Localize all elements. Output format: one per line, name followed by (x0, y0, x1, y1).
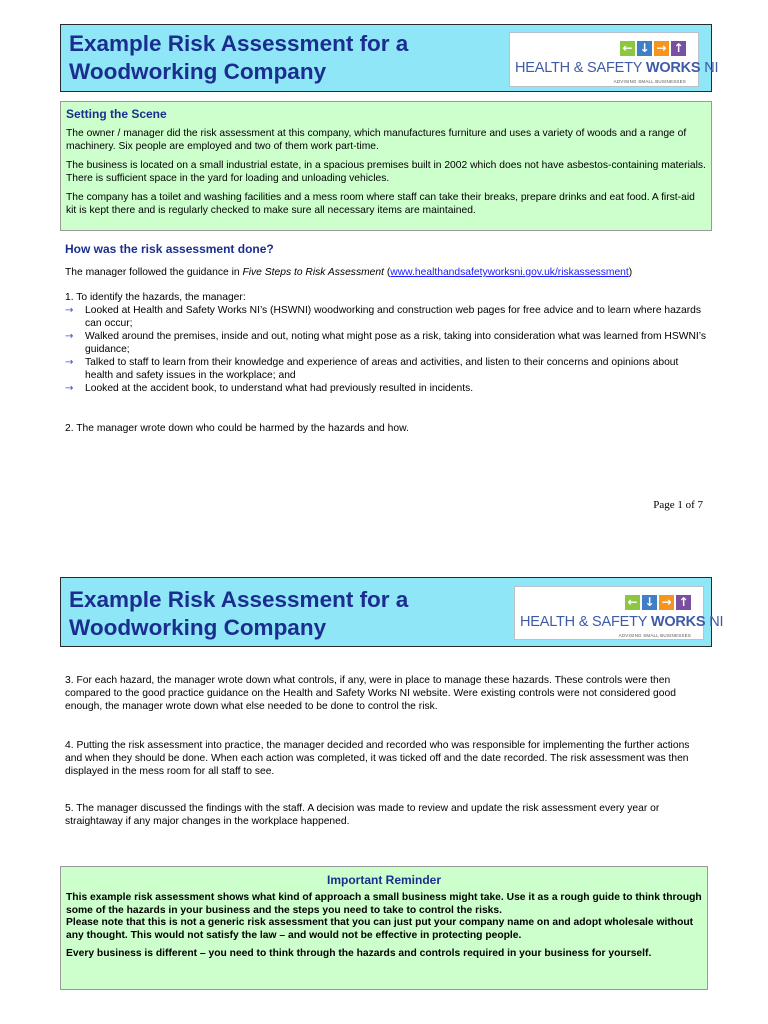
bullet-arrow-icon: → (65, 331, 74, 342)
risk-assessment-link[interactable]: www.healthandsafetyworksni.gov.uk/riskassessment (390, 267, 629, 278)
list-item: → Looked at Health and Safety Works NI’s (HSWNI) woodworking and construction web pages for free advice and to learn where hazards can occur; (65, 305, 702, 329)
bullet-arrow-icon: → (65, 305, 74, 316)
arrow-right-icon: → (654, 41, 669, 56)
how-section (65, 243, 707, 435)
page1-header (60, 24, 719, 92)
step-4: 4. Putting the risk assessment into practice, the manager decided and recorded who was responsible for implementing the further actions and when they should be done. When each action was completed, it was ticked off and the date recorded. The risk assessment was then displayed in the mess room for all staff to see. (65, 740, 690, 777)
scene-heading: Setting the Scene (66, 107, 167, 121)
step-2: 2. The manager wrote down who could be harmed by the hazards and how. (65, 423, 409, 434)
arrow-down-icon: ↓ (642, 595, 657, 610)
how-heading: How was the risk assessment done? (65, 242, 274, 256)
logo-text: HEALTH & SAFETY WORKS NI (515, 60, 719, 76)
reminder-text: This example risk assessment shows what kind of approach a small business might take. Use it as a rough guide to think through some of the hazards in your business and the steps you need to take to control the risks. (66, 892, 702, 916)
scene-paragraph: The business is located on a small industrial estate, in a spacious premises built in 2002 which does not have asbestos-containing materials. There is sufficient space in the yard for loading and unloading vehicles. (66, 160, 706, 184)
list-item: → Walked around the premises, inside and out, noting what might pose as a risk, taking into consideration what was learned from HSWNI’s guidance; (65, 331, 706, 355)
arrow-down-icon: ↓ (637, 41, 652, 56)
logo-text: HEALTH & SAFETY WORKS NI (520, 614, 724, 630)
bullet-arrow-icon: → (65, 357, 74, 368)
page1-title: Example Risk Assessment for a Woodworking Company (69, 31, 409, 84)
logo-tagline: ADVISING SMALL BUSINESSES (613, 79, 686, 84)
reminder-title: Important Reminder (326, 873, 441, 887)
reminder-text: Please note that this is not a generic risk assessment that you can just put your company name on and adopt wholesale without any thought. This would not satisfy the law – and would not be effective in protecting people. (66, 917, 694, 941)
list-item: → Looked at the accident book, to understand what had previously resulted in incidents. (65, 383, 474, 394)
logo-tagline: ADVISING SMALL BUSINESSES (618, 633, 691, 638)
list-item: → Talked to staff to learn from their knowledge and experience of areas and activities, and listen to their concerns and opinions about health and safety issues in the workplace; and (65, 357, 679, 381)
arrow-left-icon: ← (625, 595, 640, 610)
logo-arrows (625, 595, 691, 610)
scene-paragraph: The company has a toilet and washing facilities and a mess room where staff can take their breaks, prepare drinks and eat food. A first-aid kit is kept there and is regularly checked to make sure all necessary items are maintained. (66, 192, 695, 216)
arrow-left-icon: ← (620, 41, 635, 56)
how-intro: The manager followed the guidance in Five Steps to Risk Assessment (www.healthandsafetyworksni.gov.uk/riskassessment) (65, 267, 633, 278)
step-1: 1. To identify the hazards, the manager: (65, 292, 246, 303)
step-5: 5. The manager discussed the findings with the staff. A decision was made to review and update the risk assessment every year or straightaway if any major changes in the workplace happened. (65, 803, 660, 827)
scene-paragraph: The owner / manager did the risk assessment at this company, which manufactures furniture and uses a variety of woods and a range of machinery. Six people are employed and two of them work part-time. (66, 128, 687, 152)
bullet-arrow-icon: → (65, 383, 74, 394)
setting-the-scene-box (60, 101, 712, 231)
arrow-right-icon: → (659, 595, 674, 610)
arrow-up-icon: ↑ (671, 41, 686, 56)
logo-arrows (620, 41, 686, 56)
page2-title: Example Risk Assessment for a Woodworking Company (69, 587, 409, 640)
hswni-logo (509, 32, 719, 87)
step-3: 3. For each hazard, the manager wrote down what controls, if any, were in place to manage these hazards. These controls were then compared to the good practice guidance on the Health and Safety Works NI website. Were existing controls were not considered good enough, the manager wrote down what else needed to be done to control the risk. (65, 675, 676, 712)
page2-header (60, 577, 724, 647)
page-number: Page 1 of 7 (653, 499, 703, 511)
arrow-up-icon: ↑ (676, 595, 691, 610)
hswni-logo (514, 586, 724, 640)
important-reminder-box (60, 866, 708, 990)
reminder-text: Every business is different – you need to think through the hazards and controls required in your business for yourself. (66, 948, 652, 960)
